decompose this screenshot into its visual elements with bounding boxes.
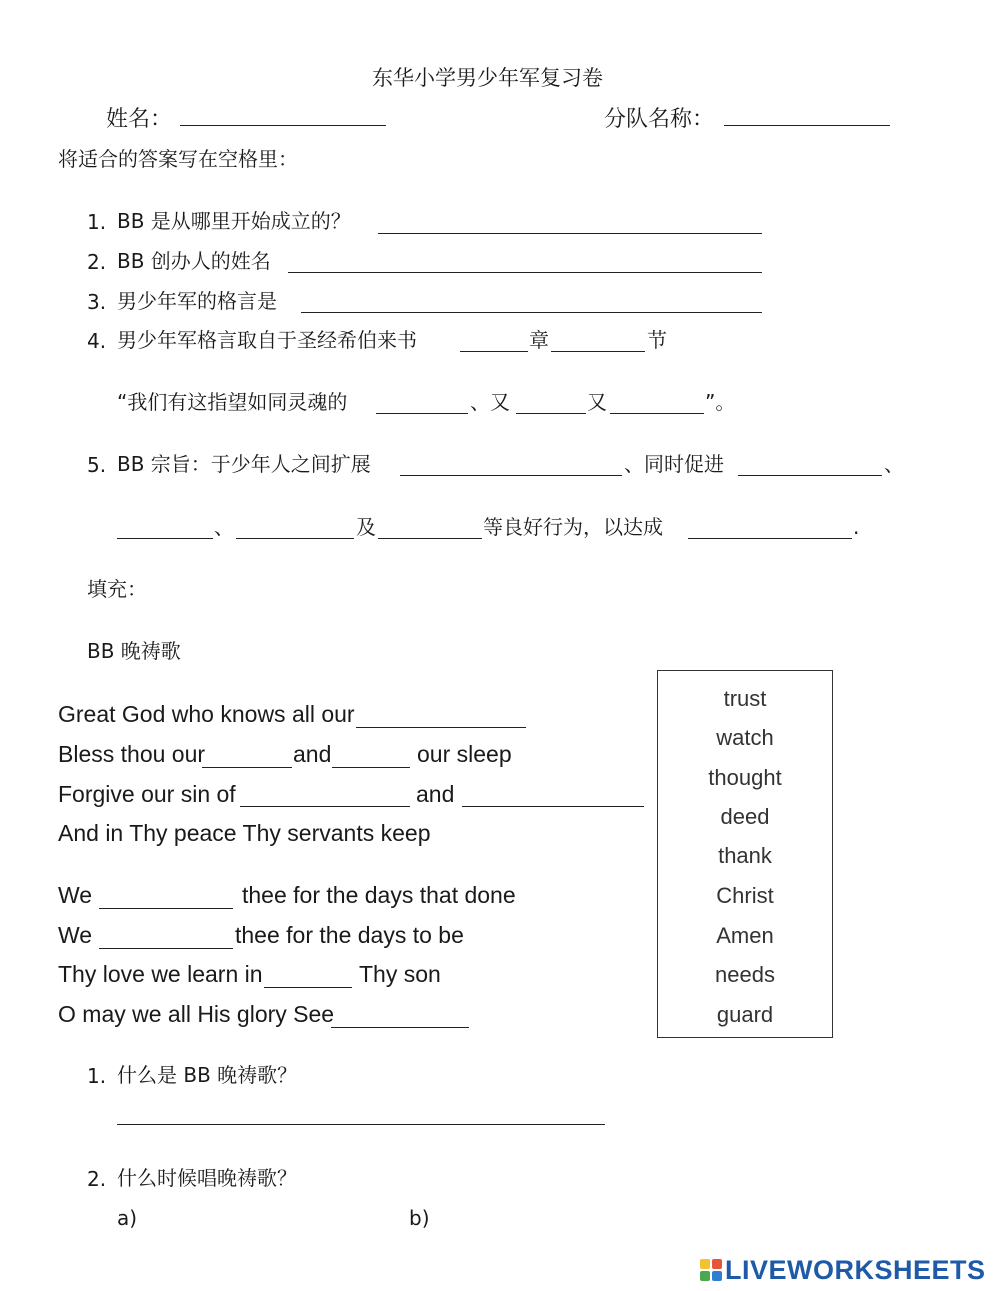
question-5-separator: 、 xyxy=(884,452,904,476)
followup-question-1-answer-field[interactable] xyxy=(117,1104,605,1125)
question-3-answer-field[interactable] xyxy=(301,292,762,313)
question-1-text: BB 是从哪里开始成立的？ xyxy=(117,209,351,233)
question-5-line2-text: 等良好行为，以达成 xyxy=(483,515,663,539)
question-2-text: BB 创办人的姓名 xyxy=(117,249,271,273)
instruction-text: 将适合的答案写在空格里： xyxy=(58,147,298,171)
page-title: 东华小学男少年军复习卷 xyxy=(372,66,603,90)
song-line-6-part-1: We xyxy=(58,922,93,948)
word-bank-item[interactable]: thank xyxy=(718,843,772,868)
question-4-blank-1[interactable] xyxy=(376,393,468,414)
answer-a-label: a) xyxy=(117,1206,138,1230)
question-4-blank-2[interactable] xyxy=(516,393,586,414)
answer-b-field[interactable] xyxy=(434,1204,674,1232)
followup-question-1-text: 什么是 BB 晚祷歌？ xyxy=(117,1063,298,1087)
song-line-8-blank[interactable] xyxy=(331,1007,469,1028)
song-line-2-part-1: Bless thou our xyxy=(58,741,206,767)
answer-b-label: b) xyxy=(409,1206,430,1230)
logo-text: LIVEWORKSHEETS xyxy=(725,1254,986,1285)
song-title: BB 晚祷歌 xyxy=(87,639,181,663)
name-label: 姓名： xyxy=(106,107,173,132)
question-5-promote-text: 、同时促进 xyxy=(624,452,724,476)
question-4-separator-1: 、又 xyxy=(470,390,510,414)
song-line-6-part-2: thee for the days to be xyxy=(235,922,464,948)
question-5-blank-3[interactable] xyxy=(117,518,213,539)
question-4-blank-3[interactable] xyxy=(610,393,704,414)
question-1-answer-field[interactable] xyxy=(378,213,762,234)
song-line-3-part-2: and xyxy=(416,781,455,807)
logo-square-yellow xyxy=(700,1259,710,1269)
question-4-chapter-label: 章 xyxy=(529,328,549,352)
song-line-3-blank-2[interactable] xyxy=(462,786,644,807)
question-5-line2-and: 及 xyxy=(356,515,376,539)
song-line-2-blank-1[interactable] xyxy=(202,747,292,768)
logo-square-green xyxy=(700,1271,710,1281)
question-5-number: 5. xyxy=(87,453,107,477)
song-line-6-blank[interactable] xyxy=(99,928,233,949)
word-bank-item[interactable]: Christ xyxy=(716,883,774,908)
followup-question-2-text: 什么时候唱晚祷歌？ xyxy=(117,1166,297,1190)
question-3-text: 男少年军的格言是 xyxy=(117,289,277,313)
question-4-number: 4. xyxy=(87,329,107,353)
question-5-text: BB 宗旨：于少年人之间扩展 xyxy=(117,452,371,476)
word-bank-item[interactable]: Amen xyxy=(716,923,774,948)
question-1-number: 1. xyxy=(87,210,107,234)
song-line-3-part-1: Forgive our sin of xyxy=(58,781,236,807)
word-bank-item[interactable]: watch xyxy=(716,725,774,750)
followup-question-1-number: 1. xyxy=(87,1064,107,1088)
question-4-chapter-field[interactable] xyxy=(460,331,528,352)
song-line-5-blank[interactable] xyxy=(99,888,233,909)
answer-a-field[interactable] xyxy=(140,1204,380,1232)
question-4-text: 男少年军格言取自于圣经希伯来书 xyxy=(117,328,417,352)
song-line-1-blank[interactable] xyxy=(356,707,526,728)
song-line-8: O may we all His glory See xyxy=(58,1001,335,1027)
word-bank-item[interactable]: needs xyxy=(715,962,775,987)
question-3-number: 3. xyxy=(87,290,107,314)
song-line-2-blank-2[interactable] xyxy=(332,747,410,768)
question-5-blank-4[interactable] xyxy=(236,518,354,539)
song-line-3-blank-1[interactable] xyxy=(240,786,410,807)
question-4-separator-2: 又 xyxy=(587,390,607,414)
question-4-quote-end: ”。 xyxy=(705,390,736,414)
fill-section-label: 填充： xyxy=(87,577,147,601)
squad-label: 分队名称： xyxy=(604,107,715,132)
question-5-blank-2[interactable] xyxy=(738,455,882,476)
liveworksheets-logo[interactable] xyxy=(700,1254,986,1286)
question-2-answer-field[interactable] xyxy=(288,252,762,273)
song-line-7-part-2: Thy son xyxy=(359,961,441,987)
song-line-2-part-3: our sleep xyxy=(417,741,512,767)
logo-square-blue xyxy=(712,1271,722,1281)
name-field[interactable] xyxy=(180,105,386,126)
question-5-blank-5[interactable] xyxy=(378,518,482,539)
song-line-2-part-2: and xyxy=(293,741,332,767)
song-line-5-part-1: We xyxy=(58,882,93,908)
logo-mark-icon xyxy=(700,1259,722,1281)
word-bank-item[interactable]: deed xyxy=(720,804,770,829)
followup-question-2-number: 2. xyxy=(87,1167,107,1191)
question-5-end: . xyxy=(853,515,860,539)
logo-square-red xyxy=(712,1259,722,1269)
question-4-quote-start: “我们有这指望如同灵魂的 xyxy=(117,390,348,414)
word-bank-item[interactable]: trust xyxy=(723,686,767,711)
question-5-blank-6[interactable] xyxy=(688,518,852,539)
question-5-line2-separator-1: 、 xyxy=(214,515,234,539)
word-bank-item[interactable]: thought xyxy=(708,765,782,790)
song-line-7-blank[interactable] xyxy=(264,967,352,988)
question-4-verse-field[interactable] xyxy=(551,331,645,352)
song-line-5-part-2: thee for the days that done xyxy=(242,882,516,908)
question-2-number: 2. xyxy=(87,250,107,274)
squad-field[interactable] xyxy=(724,105,890,126)
word-bank xyxy=(657,670,833,1038)
question-4-verse-label: 节 xyxy=(647,328,667,352)
question-5-blank-1[interactable] xyxy=(400,455,622,476)
word-bank-item[interactable]: guard xyxy=(716,1002,774,1027)
song-line-1: Great God who knows all our xyxy=(58,701,355,727)
song-line-4: And in Thy peace Thy servants keep xyxy=(58,820,431,846)
song-line-7-part-1: Thy love we learn in xyxy=(58,961,263,987)
